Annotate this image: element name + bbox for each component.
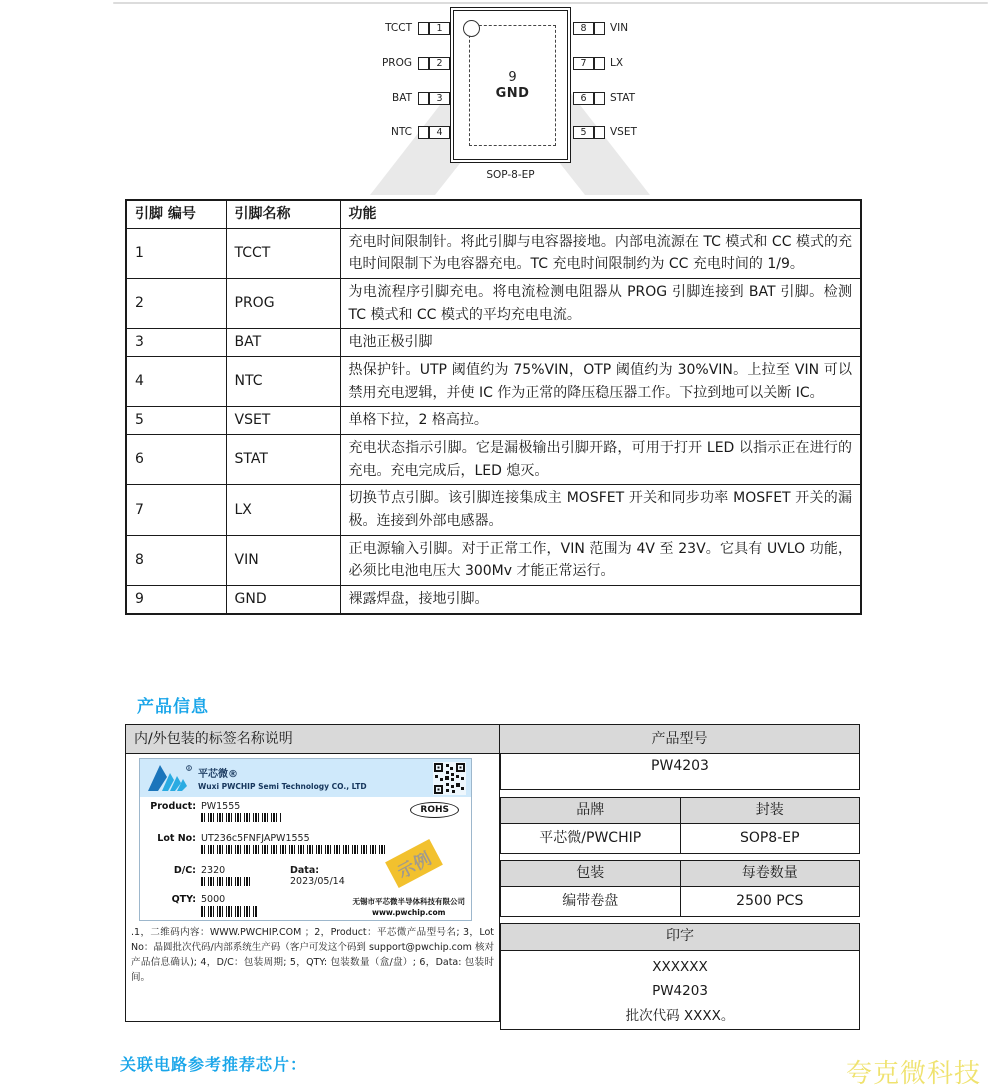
packaging-label-cell [125,754,500,1022]
pin-label-lx: LX [610,57,624,69]
pin1-marker-icon [463,20,480,37]
spec-table-packing-qty [500,860,860,917]
cell-pin-num: 8 [126,535,226,585]
chip-body-inner [453,10,568,160]
field-qty [144,894,225,905]
date-field-value: 2023/05/14 [290,876,345,887]
pad-number: 9 [508,70,517,85]
product-field-value: PW1555 [201,801,241,812]
cell-pin-name: NTC [226,357,340,407]
cell-pin-desc: 充电状态指示引脚。它是漏极输出引脚开路，可用于打开 LED 以指示正在进行的充电。充电完成后，LED 熄灭。 [340,435,861,485]
field-lot [144,833,310,844]
barcode-qty [201,906,257,917]
cell-pin-desc: 裸露焊盘，接地引脚。 [340,586,861,614]
dc-field-value: 2320 [201,865,226,876]
cell-pin-desc: 充电时间限制针。将此引脚与电容器接地。内部电流源在 TC 模式和 CC 模式的充电时间限制下为电容器充电。TC 充电时间限制约为 CC 充电时间的 1/9。 [340,228,861,278]
product-spec-column [500,754,860,1030]
dc-field-label: D/C: [173,865,196,876]
pin-label-ntc: NTC [391,126,412,138]
pin-stub [418,92,429,105]
col-header-function: 功能 [340,200,861,228]
rohs-badge: ROHS [410,802,459,818]
cell-pin-num: 3 [126,329,226,357]
pin-stub [594,126,605,139]
pin-number-1: 1 [429,22,450,35]
label-body [140,797,471,921]
brand-name-cn: 平芯微® [198,769,238,780]
cell-pin-num: 5 [126,407,226,435]
spec-value-brand: 平芯微/PWCHIP [501,824,681,853]
table-row [126,329,861,357]
spec-header-qty-per-reel: 每卷数量 [681,861,860,886]
pin-label-bat: BAT [392,92,412,104]
label-caption-text: .1，二维码内容：WWW.PWCHIP.COM ；2，Product：平芯微产品型号名; 3，Lot No：晶圆批次代码/内部系统生产码（客户可发这个码到 support@pwchip.com 核对产品信息确认); 4，D/C：包装周期; 5，QTY: 包装数量（盒/盘）; 6，Data: 包装时间。 [131,927,494,983]
pin-stub [418,126,429,139]
pin-stub [594,92,605,105]
cell-pin-num: 1 [126,228,226,278]
cell-pin-name: VSET [226,407,340,435]
cell-pin-desc: 单格下拉，2 格高拉。 [340,407,861,435]
svg-text:R: R [187,766,191,771]
product-info-table [125,724,860,1022]
cell-pin-desc: 正电源输入引脚。对于正常工作，VIN 范围为 4V 至 23V。它具有 UVLO 功能，必须比电池电压大 300Mv 才能正常运行。 [340,535,861,585]
spec-header-packing: 包装 [501,861,681,886]
cell-pin-name: TCCT [226,228,340,278]
table-row [126,357,861,407]
pin-label-stat: STAT [610,92,636,104]
pin-stub [418,22,429,35]
package-diagram [340,0,680,198]
site-watermark: 夸克微科技 [846,1059,982,1086]
table-row [126,485,861,535]
marking-line-1: XXXXXX [652,959,708,975]
label-company-block [353,896,466,919]
cell-pin-desc: 热保护针。UTP 阈值约为 75%VIN，OTP 阈值约为 30%VIN。上拉至 VIN 可以禁用充电逻辑，并使 IC 作为正常的降压稳压器工作。下拉到地可以关断 IC。 [340,357,861,407]
cell-pin-desc: 为电流程序引脚充电。将电流检测电阻器从 PROG 引脚连接到 BAT 引脚。检测 TC 模式和 CC 模式的平均充电电流。 [340,279,861,329]
table-row [126,279,861,329]
cell-pin-name: GND [226,586,340,614]
table-row [126,435,861,485]
chip-body [450,7,571,163]
label-example-image [139,758,472,921]
cell-pin-num: 6 [126,435,226,485]
pin-label-vset: VSET [610,126,637,138]
pin-number-5: 5 [573,126,594,139]
company-name-cn: 无锡市平芯微半导体科技有限公司 [352,896,465,906]
marking-line-2: PW4203 [652,983,708,1000]
pin-stub [594,57,605,70]
marking-lines [501,950,859,1029]
brand-block [198,765,367,791]
spec-table-brand-package [500,797,860,854]
pin-number-6: 6 [573,92,594,105]
product-info-header-row [125,724,860,754]
cell-pin-name: LX [226,485,340,535]
marking-table [500,923,860,1030]
cell-pin-num: 7 [126,485,226,535]
lot-field-label: Lot No: [157,833,196,844]
pin-number-2: 2 [429,57,450,70]
cell-pin-num: 2 [126,279,226,329]
pin-number-8: 8 [573,22,594,35]
col-header-pin-number: 引脚 编号 [126,200,226,228]
table-header-row [126,200,861,228]
marking-header: 印字 [501,924,859,950]
spec-value-packing: 编带卷盘 [501,887,681,916]
cell-pin-name: STAT [226,435,340,485]
qty-field-label: QTY: [171,894,196,905]
package-name: SOP-8-EP [486,169,535,181]
spec-header-package: 封装 [681,798,860,823]
spec-header-brand: 品牌 [501,798,681,823]
marking-line-3: 批次代码 XXXX。 [625,1007,735,1024]
cell-pin-name: PROG [226,279,340,329]
exposed-pad [469,25,556,146]
pwchip-logo-icon [146,763,192,793]
label-header-band [140,759,471,797]
pin-label-vin: VIN [610,22,629,34]
pin-stub [418,57,429,70]
cell-pin-name: VIN [226,535,340,585]
qr-code-icon [433,762,466,795]
section-heading-product-info: 产品信息 [137,697,209,717]
table-row [126,228,861,278]
pin-label-prog: PROG [381,57,412,69]
table-row [126,586,861,614]
section-heading-related-circuits: 关联电路参考推荐芯片： [120,1055,308,1074]
barcode-lot [201,845,387,854]
lot-field-value: UT236c5FNFJAPW1555 [201,833,310,844]
field-date [290,865,345,887]
table-row [126,535,861,585]
cell-pin-num: 9 [126,586,226,614]
pin-label-tcct: TCCT [385,22,412,34]
pin-function-table [125,199,862,615]
pad-name: GND [495,86,530,101]
cell-pin-desc: 电池正极引脚 [340,329,861,357]
cell-pin-num: 4 [126,357,226,407]
company-website: www.pwchip.com [372,907,446,917]
spec-value-package: SOP8-EP [739,830,800,846]
header-label-description: 内/外包装的标签名称说明 [126,725,500,753]
cell-pin-desc: 切换节点引脚。该引脚连接集成主 MOSFET 开关和同步功率 MOSFET 开关的漏极。连接到外部电感器。 [340,485,861,535]
field-product [144,801,240,812]
pin-stub [594,22,605,35]
spec-value-qty-per-reel: 2500 PCS [736,893,804,909]
field-dc [144,865,225,876]
cell-pin-name: BAT [226,329,340,357]
date-field-label: Data: [290,865,320,876]
company-name-en: Wuxi PWCHIP Semi Technology CO., LTD [198,782,367,791]
header-product-model: 产品型号 [651,731,708,747]
model-value-cell: PW4203 [500,754,860,790]
table-row [126,407,861,435]
product-field-label: Product: [150,801,196,812]
pin-number-7: 7 [573,57,594,70]
sample-stamp: 示例 [385,839,443,888]
barcode-product [201,813,281,822]
pin-number-3: 3 [429,92,450,105]
pin-number-4: 4 [429,126,450,139]
qty-field-value: 5000 [201,894,226,905]
col-header-pin-name: 引脚名称 [226,200,340,228]
barcode-dc [201,877,251,886]
